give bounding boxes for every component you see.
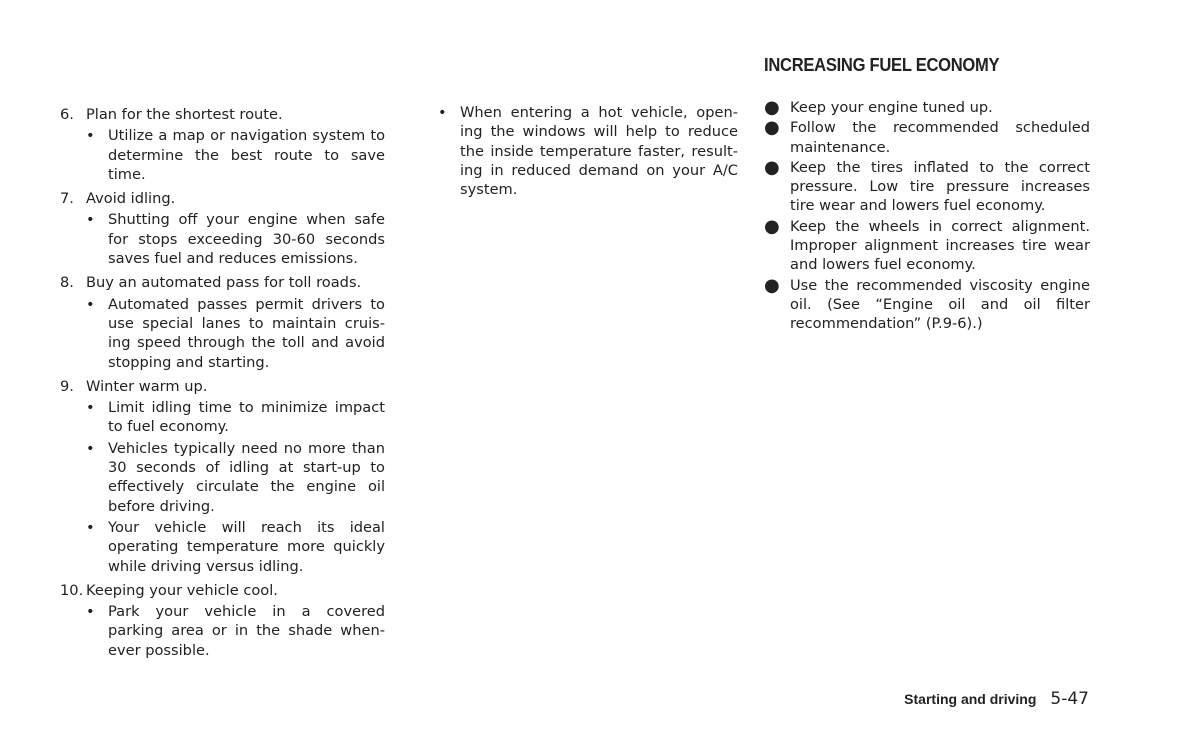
- bullet-item: [86, 210, 385, 268]
- bullet-text: Use the recommended viscosity engine oil. (See “Engine oil and oil filter recommendation” (P.9-6).): [790, 276, 1090, 333]
- bullet-text: Utilize a map or navigation system to determine the best route to save time.: [108, 127, 385, 183]
- bullet-icon: •: [86, 295, 95, 313]
- bullet-text: Shutting off your engine when safe for stops exceeding 30-60 seconds saves fuel and reduces emissions.: [108, 211, 385, 268]
- item-number: 9.: [60, 377, 74, 395]
- item-number: 6.: [60, 106, 74, 123]
- bullet-item: [86, 398, 385, 437]
- bullet-item: [765, 276, 1090, 334]
- bullet-text: Keep the tires inflated to the correct pressure. Low tire pressure increases tire wear and lowers fuel economy.: [790, 158, 1090, 215]
- bullet-icon: •: [86, 211, 95, 229]
- bullet-text: Follow the recommended scheduled maintenance.: [790, 119, 1090, 156]
- page-footer: [904, 690, 1089, 709]
- numbered-item: [60, 189, 385, 268]
- bullet-item: [765, 217, 1090, 275]
- bullet-item: [86, 439, 385, 516]
- item-number: 10.: [60, 581, 84, 599]
- bullet-item: [765, 118, 1090, 157]
- bullet-icon: •: [86, 439, 95, 457]
- bullet-item: [765, 98, 1090, 117]
- numbered-item: [60, 105, 385, 184]
- bullet-item: [86, 518, 385, 576]
- column-1: [60, 105, 385, 660]
- bullet-icon: •: [438, 104, 447, 121]
- bullet-text: Automated passes permit drivers to use special lanes to maintain cruis-ing speed through the toll and avoid stopping and starting.: [108, 295, 385, 371]
- item-title: Plan for the shortest route.: [86, 106, 283, 123]
- page-number: 5-47: [1050, 689, 1089, 709]
- column-3: [765, 97, 1090, 334]
- bullet-text: When entering a hot vehicle, open-ing the windows will help to reduce the inside temperature faster, result-ing in reduced demand on your A/C system.: [460, 104, 738, 199]
- item-number: 7.: [60, 190, 74, 208]
- item-number: 8.: [60, 274, 74, 292]
- bullet-text: Your vehicle will reach its ideal operating temperature more quickly while driving versus idling.: [108, 518, 385, 575]
- footer-section-title: Starting and driving: [904, 691, 1037, 707]
- bullet-icon: •: [86, 127, 95, 145]
- item-title: Keeping your vehicle cool.: [86, 581, 278, 599]
- numbered-item: [60, 273, 385, 371]
- bullet-icon: ●: [764, 274, 780, 296]
- bullet-item: [86, 602, 385, 660]
- bullet-icon: ●: [764, 215, 780, 237]
- numbered-item: [60, 377, 385, 576]
- bullet-item: [86, 126, 385, 184]
- bullet-item: [438, 103, 738, 199]
- section-heading: INCREASING FUEL ECONOMY: [764, 55, 1000, 75]
- bullet-item: [765, 158, 1090, 216]
- bullet-text: Keep your engine tuned up.: [790, 99, 993, 116]
- item-title: Winter warm up.: [86, 377, 208, 395]
- numbered-item: [60, 581, 385, 660]
- bullet-text: Park your vehicle in a covered parking area or in the shade when-ever possible.: [108, 603, 385, 659]
- bullet-icon: ●: [764, 117, 780, 139]
- item-title: Avoid idling.: [86, 190, 176, 208]
- bullet-text: Keep the wheels in correct alignment. Improper alignment increases tire wear and lowers fuel economy.: [790, 217, 1090, 274]
- bullet-icon: •: [86, 518, 95, 536]
- column-2: [438, 101, 738, 199]
- bullet-text: Limit idling time to minimize impact to fuel economy.: [108, 399, 385, 436]
- bullet-icon: ●: [764, 156, 780, 178]
- bullet-text: Vehicles typically need no more than 30 seconds of idling at start-up to effectively circulate the engine oil before driving.: [108, 439, 385, 515]
- item-title: Buy an automated pass for toll roads.: [86, 274, 362, 292]
- bullet-item: [86, 295, 385, 372]
- bullet-icon: •: [86, 399, 95, 417]
- bullet-icon: •: [86, 603, 95, 621]
- bullet-icon: ●: [764, 97, 780, 118]
